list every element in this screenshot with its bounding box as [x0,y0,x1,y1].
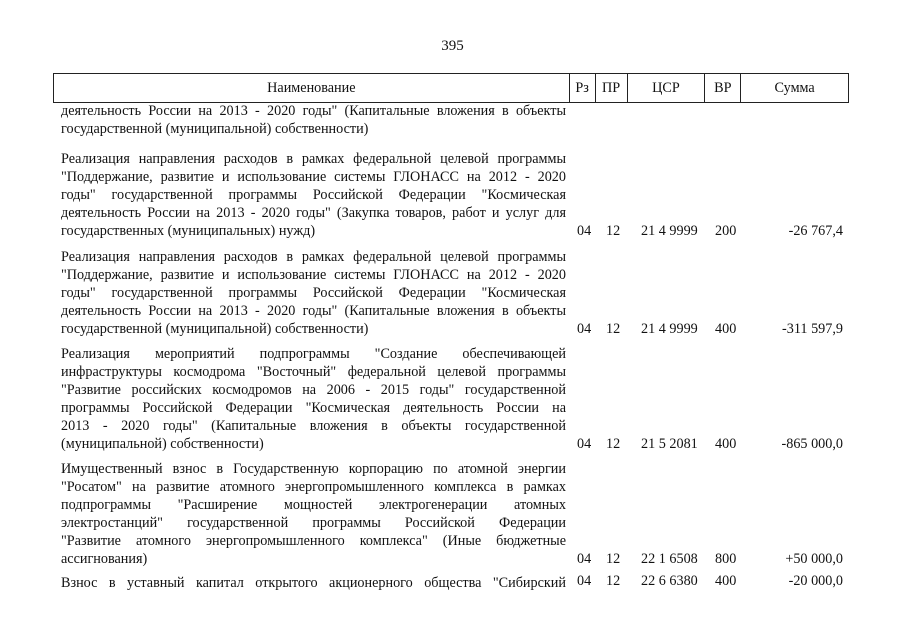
row-line: Реализация мероприятий подпрограммы "Создание обеспечивающей [61,346,566,362]
header-sum: Сумма [740,74,848,102]
row-line: Реализация направления расходов в рамках федеральной целевой программы [61,249,566,265]
row-line: программы Российской Федерации "Космическая деятельность России на [61,399,566,416]
row-csr: 21 4 9999 [641,223,698,240]
row-line: деятельность России на 2013 - 2020 годы" (Закупка товаров, работ и услуг для [61,204,566,221]
page-number: 395 [441,38,464,54]
header-csr: ЦСР [627,74,705,102]
row-line: годы" государственной программы Российской Федерации "Космическая [61,186,566,203]
row-line: ассигнования) [61,550,148,567]
row-line: деятельность России на 2013 - 2020 годы" (Капитальные вложения в объекты [61,302,566,319]
row-description [61,249,566,339]
row-rz: 04 [577,321,592,338]
row-vr: 200 [715,223,737,240]
row-rz: 04 [577,223,592,240]
row-pr: 12 [606,223,621,240]
row-line: годы" государственной программы Российской Федерации "Космическая [61,284,566,301]
row-line: Взнос в уставный капитал открытого акционерного общества "Сибирский [61,575,566,591]
header-name: Наименование [267,79,356,96]
table-row [0,151,905,241]
row-csr: 21 4 9999 [641,321,698,338]
row-description [61,461,566,568]
row-description [61,103,566,139]
header-pr: ПР [595,74,627,102]
row-rz: 04 [577,436,592,453]
row-line: деятельность России на 2013 - 2020 годы" (Капитальные вложения в объекты [61,103,566,119]
row-vr: 400 [715,321,737,338]
row-line: подпрограммы "Расширение мощностей электрогенерации атомных [61,496,566,513]
row-line: электростанций" государственной программы Российской Федерации [61,514,566,531]
row-line: 2013 - 2020 годы" (Капитальные вложения в объекты государственной [61,417,566,434]
row-line: инфраструктуры космодрома "Восточный" федеральной целевой программы [61,363,566,380]
row-vr: 800 [715,551,737,568]
table-row [0,346,905,454]
row-line: (муниципальной) собственности) [61,435,264,452]
row-rz: 04 [577,573,592,590]
row-description [61,151,566,241]
row-sum: -865 000,0 [781,436,843,453]
table-row [0,461,905,569]
row-vr: 400 [715,436,737,453]
row-description [61,575,566,593]
row-line: "Росатом" на развитие атомного энергопромышленного комплекса в рамках [61,478,566,495]
row-line: "Поддержание, развитие и использование системы ГЛОНАСС на 2012 - 2020 [61,168,566,185]
row-line: государственных (муниципальных) нужд) [61,222,316,239]
row-sum: -26 767,4 [788,223,843,240]
header-vr: ВР [704,74,740,102]
row-line: государственной (муниципальной) собственности) [61,120,369,137]
row-vr: 400 [715,573,737,590]
row-line: Реализация направления расходов в рамках федеральной целевой программы [61,151,566,167]
row-description [61,346,566,453]
row-csr: 22 6 6380 [641,573,698,590]
row-rz: 04 [577,551,592,568]
row-csr: 21 5 2081 [641,436,698,453]
row-pr: 12 [606,321,621,338]
row-sum: -20 000,0 [788,573,843,590]
row-pr: 12 [606,573,621,590]
row-line: "Развитие атомного энергопромышленного комплекса" (Иные бюджетные [61,532,566,549]
row-line: "Поддержание, развитие и использование системы ГЛОНАСС на 2012 - 2020 [61,266,566,283]
row-pr: 12 [606,436,621,453]
row-sum: +50 000,0 [785,551,843,568]
row-pr: 12 [606,551,621,568]
row-line: "Развитие российских космодромов на 2006 - 2015 годы" государственной [61,381,566,398]
row-sum: -311 597,9 [782,321,843,338]
table-header [53,73,849,103]
row-csr: 22 1 6508 [641,551,698,568]
header-rz: Рз [569,74,595,102]
row-line: Имущественный взнос в Государственную корпорацию по атомной энергии [61,461,566,477]
row-line: государственной (муниципальной) собственности) [61,320,369,337]
table-row [0,249,905,339]
table-row [0,575,905,593]
table-row [0,103,905,139]
